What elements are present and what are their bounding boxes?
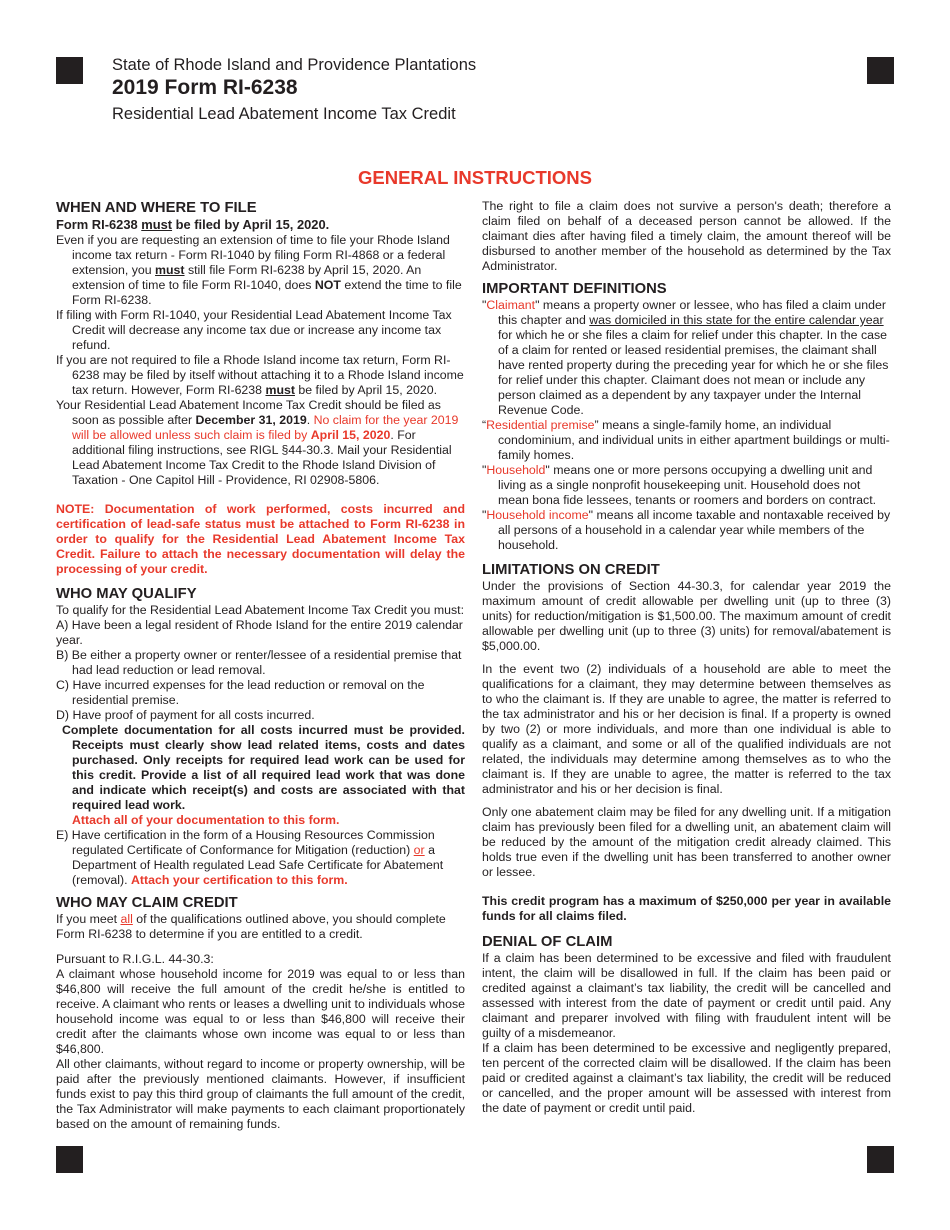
attach-documentation: Attach all of your documentation to this form. xyxy=(72,813,340,827)
filing-time-warning-date: April 15, 2020 xyxy=(310,428,391,442)
not-required-paragraph xyxy=(56,353,465,398)
extension-text-b: still file Form RI-6238 by April 15, 2020. An extension of time to file Form RI-1040, does xyxy=(72,263,422,292)
term-claimant: Claimant xyxy=(486,298,536,312)
household-text: means one or more persons occupying a dwelling unit and living as a single nonprofit housekeeping unit. Household does not mean bona fide lessees, tenants or roomers and borders on contract. xyxy=(498,463,877,507)
form-header xyxy=(112,55,476,126)
pursuant-line: Pursuant to R.I.G.L. 44-30.3: xyxy=(56,952,214,966)
claimant-domicile: was domiciled in this state for the entire calendar year xyxy=(589,313,884,327)
filing-time-date: December 31, 2019 xyxy=(195,413,307,427)
who-qualify-heading: WHO MAY QUALIFY xyxy=(56,586,197,602)
claimant-text-a: means a property owner or lessee, who has filed a claim under this chapter and xyxy=(498,298,886,327)
limitations-section xyxy=(482,561,891,924)
definitions-heading: IMPORTANT DEFINITIONS xyxy=(482,281,667,297)
extension-text-c: extend the time to file Form RI-6238. xyxy=(72,278,462,307)
denial-heading: DENIAL OF CLAIM xyxy=(482,934,613,950)
filing-time-text-c: . For additional filing instructions, see RIGL §44-30.3. Mail your Residential Lead Abatement Income Tax Credit to the Rhode Island Division of Taxation - One Capitol Hill - Providence, RI 02908-5806. xyxy=(72,428,452,487)
filing-time-text-b: . xyxy=(306,413,314,427)
deadline-text: Form RI-6238 xyxy=(56,217,142,232)
denial-negligent-paragraph: If a claim has been determined to be excessive and negligently prepared, ten percent of the corrected claim will be disallowed. If the claim has been paid or credited against a claimant’s tax liability, the credit will be reduced or cancelled, and the proper amount will be assessed with interest from the date of payment or credit until paid. xyxy=(482,1041,891,1115)
item-e-or: or xyxy=(413,843,425,857)
who-claim-text-a: If you meet xyxy=(56,912,121,926)
limitations-heading: LIMITATIONS ON CREDIT xyxy=(482,562,660,578)
premise-text: means a single-family home, an individual condominium, and individual units in either apartment buildings or multi-family homes. xyxy=(498,418,890,462)
item-e-text-b: a Department of Health regulated Lead Safe Certificate for Abatement (removal). xyxy=(72,843,444,887)
documentation-requirement: Complete documentation for all costs incurred must be provided. Receipts must clearly show lead related items, costs and dates purchased. Only receipts for required lead work can be used for this credit. Provide a list of all required lead work that was done and indicate which receipt(s) and costs are associated with that required lead work. xyxy=(62,723,465,812)
right-to-file-paragraph: The right to file a claim does not survive a person's death; therefore a claim filed on behalf of a deceased person cannot be allowed. If the claimant dies after having filed a timely claim, the amount thereof will be disbursed to another member of the household as determined by the Tax Administrator. xyxy=(482,199,891,273)
when-where-section xyxy=(56,199,465,488)
registration-mark-top-right xyxy=(867,57,894,84)
not-required-text-a: If you are not required to file a Rhode Island income tax return, Form RI-6238 may be filed by itself without attaching it to a Rhode Island income tax return. However, Form RI-6238 xyxy=(56,353,464,397)
filing-time-text-a: Your Residential Lead Abatement Income Tax Credit should be filed as soon as possible after xyxy=(56,398,441,427)
state-name: State of Rhode Island and Providence Plantations xyxy=(112,56,477,74)
definition-household: "Household" means one or more persons occupying a dwelling unit and living as a single nonprofit housekeeping unit. Household does not mean bona fide lessees, tenants or roomers and borders on contract. xyxy=(482,463,877,507)
who-claim-text-b: of the qualifications outlined above, you should complete Form RI-6238 to determine if you are entitled to a credit. xyxy=(56,912,446,941)
term-residential-premise: Residential premise xyxy=(486,418,595,432)
deadline-must: must xyxy=(141,217,173,232)
when-where-heading: WHEN AND WHERE TO FILE xyxy=(56,200,257,216)
qualify-item-d: D) Have proof of payment for all costs incurred. xyxy=(56,708,315,722)
qualify-item-b: B) Be either a property owner or renter/lessee of a residential premise that had lead reduction or lead removal. xyxy=(56,648,462,677)
deadline-date: be filed by April 15, 2020. xyxy=(172,217,330,232)
limitations-max-paragraph: Under the provisions of Section 44-30.3, for calendar year 2019 the maximum amount of credit allowable per dwelling unit (up to three (3) units) for reduction/mitigation is $1,500.00. The maximum amount of credit allowable per dwelling unit (up to three (3) units) for removal/abatement is $5,000.00. xyxy=(482,579,891,653)
qualify-intro: To qualify for the Residential Lead Abatement Income Tax Credit you must: xyxy=(56,603,465,617)
ri1040-paragraph: If filing with Form RI-1040, your Residential Lead Abatement Income Tax Credit will decrease any income tax due or increase any income tax refund. xyxy=(56,308,452,352)
extension-text-a: Even if you are requesting an extension of time to file your Rhode Island income tax return - Form RI-1040 by filing Form RI-4868 or a federal extension, you xyxy=(56,233,450,277)
household-income-text: means all income taxable and nontaxable received by all persons of a household in a calendar year while members of the household. xyxy=(498,508,891,552)
filing-time-warning: No claim for the year 2019 will be allowed unless such claim is filed by xyxy=(72,413,459,442)
form-subtitle: Residential Lead Abatement Income Tax Credit xyxy=(112,105,456,123)
who-claim-section xyxy=(56,894,465,1132)
term-household: Household xyxy=(486,463,546,477)
registration-mark-top-left xyxy=(56,57,83,84)
program-maximum: This credit program has a maximum of $250,000 per year in available funds for all claims filed. xyxy=(482,894,891,923)
filing-deadline xyxy=(56,217,465,233)
limitations-household-paragraph: In the event two (2) individuals of a household are able to meet the qualifications for a claimant, they may determine between themselves as to who the claimant is. If they are unable to agree, the matter is referred to the tax administrator and his or her decision is final. If a property is owned by two (2) or more individuals, and more than one individual is able to qualify as a claimant, and some or all of the qualified individuals are not related, the individuals may determine among themselves as to who the claimant is. If they are unable to agree, the matter is referred to the tax administrator and his or her decision is final. xyxy=(482,662,891,796)
definitions-section xyxy=(482,280,891,553)
page-title: GENERAL INSTRUCTIONS xyxy=(357,167,592,188)
income-threshold-paragraph: A claimant whose household income for 2019 was equal to or less than $46,800 will receive the full amount of the credit he/she is entitled to receive. A claimant who rents or leases a dwelling unit to individuals whose household income was equal to or less than $46,800 will receive their credit after the claimants whose own income was equal to or less than $46,800. xyxy=(56,967,465,1056)
who-claim-all: all xyxy=(120,912,133,926)
definition-residential-premise: “Residential premise” means a single-family home, an individual condominium, and individual units in either apartment buildings or multi-family homes. xyxy=(482,418,890,462)
extension-must: must xyxy=(155,263,185,277)
registration-mark-bottom-right xyxy=(867,1146,894,1173)
extension-paragraph xyxy=(56,233,465,308)
term-household-income: Household income xyxy=(486,508,589,522)
who-claim-heading: WHO MAY CLAIM CREDIT xyxy=(56,895,238,911)
documentation-note: NOTE: Documentation of work performed, costs incurred and certification of lead-safe status must be attached to Form RI-6238 in order to qualify for the Residential Lead Abatement Income Tax Credit. Failure to attach the necessary documentation will delay the processing of your credit. xyxy=(56,502,465,576)
definition-household-income: "Household income" means all income taxable and nontaxable received by all persons of a household in a calendar year while members of the household. xyxy=(482,508,891,552)
item-e-text-a: E) Have certification in the form of a Housing Resources Commission regulated Certificate of Conformance for Mitigation (reduction) xyxy=(56,828,435,857)
not-required-must: must xyxy=(265,383,295,397)
limitations-abatement-paragraph: Only one abatement claim may be filed for any dwelling unit. If a mitigation claim has previously been filed for a dwelling unit, an abatement claim will be reduced by the amount of the mitigation credit already claimed. This holds true even if the dwelling unit has been transferred to another owner or lessee. xyxy=(482,805,891,879)
not-required-text-b: be filed by April 15, 2020. xyxy=(294,383,438,397)
right-column xyxy=(482,199,891,1116)
left-column xyxy=(56,199,465,1132)
qualify-item-a: A) Have been a legal resident of Rhode Island for the entire 2019 calendar year. xyxy=(56,618,463,647)
denial-fraud-paragraph: If a claim has been determined to be excessive and filed with fraudulent intent, the claim will be disallowed in full. If the claim has been paid or credited against a claimant’s tax liability, the credit will be cancelled and assessed with interest from the date of payment or credit until paid. Any claimant and preparer involved with filing with fraudulent intent will be guilty of a misdemeanor. xyxy=(482,951,891,1040)
extension-not: NOT xyxy=(314,278,341,292)
registration-mark-bottom-left xyxy=(56,1146,83,1173)
claimant-text-b: for which he or she files a claim for relief under this chapter. In the case of a claim for rented or leased residential premises, the claimant shall have rented property during the preceding year for which he or she files for relief under this chapter. Claimant does not mean or include any person claimed as a dependent by any taxpayer under the Internal Revenue Code. xyxy=(498,328,889,417)
form-number: 2019 Form RI-6238 xyxy=(112,76,298,99)
attach-certification: Attach your certification to this form. xyxy=(130,873,348,887)
definition-claimant: "Claimant" means a property owner or lessee, who has filed a claim under this chapter and was domiciled in this state for the entire calendar year for which he or she files a claim for relief under this chapter. In the case of a claim for rented or leased residential premises, the claimant shall have rented property during the preceding year for which he or she files for relief under this chapter. Claimant does not mean or include any person claimed as a dependent by any taxpayer under the Internal Revenue Code. xyxy=(482,298,889,417)
qualify-item-c: C) Have incurred expenses for the lead reduction or removal on the residential premise. xyxy=(56,678,425,707)
who-claim-paragraph xyxy=(56,912,465,942)
qualify-item-e xyxy=(56,828,465,888)
other-claimants-paragraph: All other claimants, without regard to income or property ownership, will be paid after the previously mentioned claimants. However, if insufficient funds exist to pay this third group of claimants the full amount of the credit, the Tax Administrator will make payments to each claimant proportionately based on the amount of remaining funds. xyxy=(56,1057,465,1131)
denial-section xyxy=(482,933,891,1116)
filing-time-paragraph xyxy=(56,398,465,488)
who-qualify-section xyxy=(56,585,465,888)
